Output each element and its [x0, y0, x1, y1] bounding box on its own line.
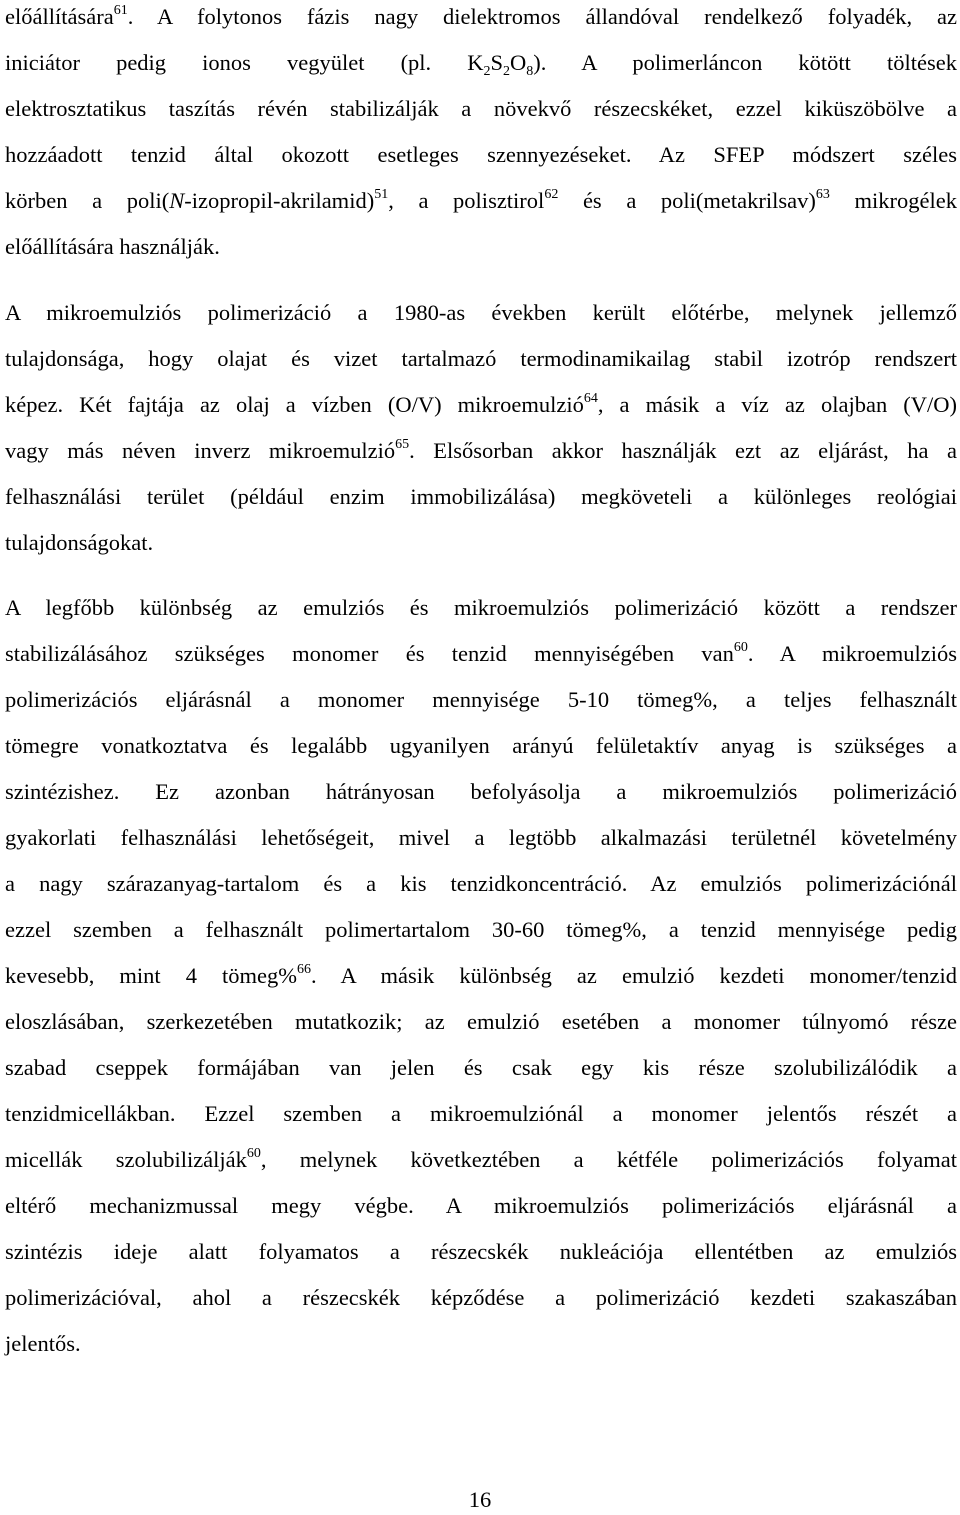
- text-run: kevesebb, mint 4 tömeg%: [5, 963, 298, 988]
- text-line: [5, 132, 957, 178]
- text-line: [5, 1137, 957, 1183]
- text-line: [5, 1321, 957, 1367]
- paragraph-1: [5, 0, 957, 270]
- text-line: [5, 769, 957, 815]
- text-run: micellák szolubilizálják: [5, 1147, 247, 1172]
- text-line: [5, 723, 957, 769]
- text-run: stabilizálásához szükséges monomer és tenzid mennyiségében van: [5, 641, 734, 666]
- text-run: -izopropil-akrilamid): [184, 188, 375, 213]
- text-line: [5, 290, 957, 336]
- text-run: . A mikroemulziós: [747, 641, 957, 666]
- text-run: körben a poli(: [5, 188, 170, 213]
- text-run: előállítására használják.: [5, 234, 220, 259]
- citation-superscript: 66: [297, 962, 312, 977]
- text-run: képez. Két fajtája az olaj a vízben (O/V) mikroemulzió: [5, 392, 584, 417]
- paragraph-2: [5, 290, 957, 566]
- text-line: [5, 631, 957, 677]
- text-line: [5, 1229, 957, 1275]
- text-run: gyakorlati felhasználási lehetőségeit, mivel a legtöbb alkalmazási területnél követelmény: [5, 825, 957, 850]
- text-line: [5, 382, 957, 428]
- text-run: . Elsősorban akkor használják ezt az eljárást, ha a: [409, 438, 957, 463]
- text-line: [5, 520, 957, 566]
- citation-superscript: 62: [544, 187, 559, 202]
- text-run: polimerizációs eljárásnál a monomer mennyisége 5-10 tömeg%, a teljes felhasznált: [5, 687, 957, 712]
- text-line: [5, 677, 957, 723]
- text-run: vagy más néven inverz mikroemulzió: [5, 438, 396, 463]
- text-run: tulajdonsága, hogy olajat és vizet tartalmazó termodinamikailag stabil izotróp rendszert: [5, 346, 957, 371]
- text-line: [5, 1045, 957, 1091]
- text-run: ezzel szemben a felhasznált polimertartalom 30-60 tömeg%, a tenzid mennyisége pedig: [5, 917, 957, 942]
- text-line: [5, 0, 957, 40]
- text-run: eloszlásában, szerkezetében mutatkozik; az emulzió esetében a monomer túlnyomó része: [5, 1009, 957, 1034]
- text-run: előállítására: [5, 4, 114, 29]
- paragraph-3: [5, 585, 957, 1367]
- citation-superscript: 63: [815, 187, 830, 202]
- text-run: polimerizációval, ahol a részecskék képződése a polimerizáció kezdeti szakaszában: [5, 1285, 957, 1310]
- text-run: szabad cseppek formájában van jelen és csak egy kis része szolubilizálódik a: [5, 1055, 957, 1080]
- text-run: szintézis ideje alatt folyamatos a részecskék nukleációja ellentétben az emulziós: [5, 1239, 957, 1264]
- text-run: iniciátor pedig ionos vegyület (pl. K: [5, 50, 484, 75]
- text-line: [5, 815, 957, 861]
- text-line: [5, 474, 957, 520]
- text-line: [5, 1091, 957, 1137]
- text-line: [5, 907, 957, 953]
- text-line: [5, 1275, 957, 1321]
- text-line: [5, 585, 957, 631]
- text-run: tenzidmicellákban. Ezzel szemben a mikroemulziónál a monomer jelentős részét a: [5, 1101, 957, 1126]
- text-run: tulajdonságokat.: [5, 530, 154, 555]
- text-run: S: [490, 50, 504, 75]
- page-number: 16: [468, 1487, 492, 1512]
- subscript: 2: [483, 64, 491, 79]
- text-line: [5, 40, 957, 86]
- subscript: 2: [503, 64, 511, 79]
- text-run: A legfőbb különbség az emulziós és mikroemulziós polimerizáció között a rendszer: [5, 595, 957, 620]
- citation-superscript: 60: [733, 640, 748, 655]
- text-run: hozzáadott tenzid által okozott esetleges szennyezéseket. Az SFEP módszert széles: [5, 142, 957, 167]
- text-run: elektrosztatikus taszítás révén stabilizálják a növekvő részecskéket, ezzel kiküszöbölve a: [5, 96, 957, 121]
- text-run: tömegre vonatkoztatva és legalább ugyanilyen arányú felületaktív anyag is szükséges a: [5, 733, 957, 758]
- text-line: [5, 953, 957, 999]
- text-line: [5, 86, 957, 132]
- text-run: . A folytonos fázis nagy dielektromos állandóval rendelkező folyadék, az: [127, 4, 957, 29]
- citation-superscript: 60: [246, 1146, 261, 1161]
- text-line: [5, 999, 957, 1045]
- text-run: , a másik a víz az olajban (V/O): [597, 392, 957, 417]
- text-run: és a poli(metakrilsav): [558, 188, 816, 213]
- citation-superscript: 64: [583, 391, 598, 406]
- subscript: 8: [526, 64, 534, 79]
- citation-superscript: 61: [113, 3, 128, 18]
- text-run: , melynek következtében a kétféle polimerizációs folyamat: [260, 1147, 957, 1172]
- text-run: O: [510, 50, 527, 75]
- text-run: , a polisztirol: [388, 188, 545, 213]
- text-line: [5, 224, 957, 270]
- citation-superscript: 51: [374, 187, 389, 202]
- text-run: felhasználási terület (például enzim immobilizálása) megköveteli a különleges reológiai: [5, 484, 957, 509]
- text-run: ). A polimerláncon kötött töltések: [533, 50, 957, 75]
- text-run: szintézishez. Ez azonban hátrányosan befolyásolja a mikroemulziós polimerizáció: [5, 779, 957, 804]
- text-run: A mikroemulziós polimerizáció a 1980-as években került előtérbe, melynek jellemző: [5, 300, 957, 325]
- text-line: [5, 1183, 957, 1229]
- text-run: mikrogélek: [829, 188, 957, 213]
- text-run: . A másik különbség az emulzió kezdeti monomer/tenzid: [311, 963, 957, 988]
- text-line: [5, 336, 957, 382]
- citation-superscript: 65: [395, 437, 410, 452]
- italic-text: N: [169, 188, 185, 213]
- text-line: [5, 861, 957, 907]
- text-run: jelentős.: [5, 1331, 81, 1356]
- text-line: [5, 428, 957, 474]
- text-run: a nagy szárazanyag-tartalom és a kis tenzidkoncentráció. Az emulziós polimerizációnál: [5, 871, 957, 896]
- text-line: [5, 178, 957, 224]
- text-run: eltérő mechanizmussal megy végbe. A mikroemulziós polimerizációs eljárásnál a: [5, 1193, 957, 1218]
